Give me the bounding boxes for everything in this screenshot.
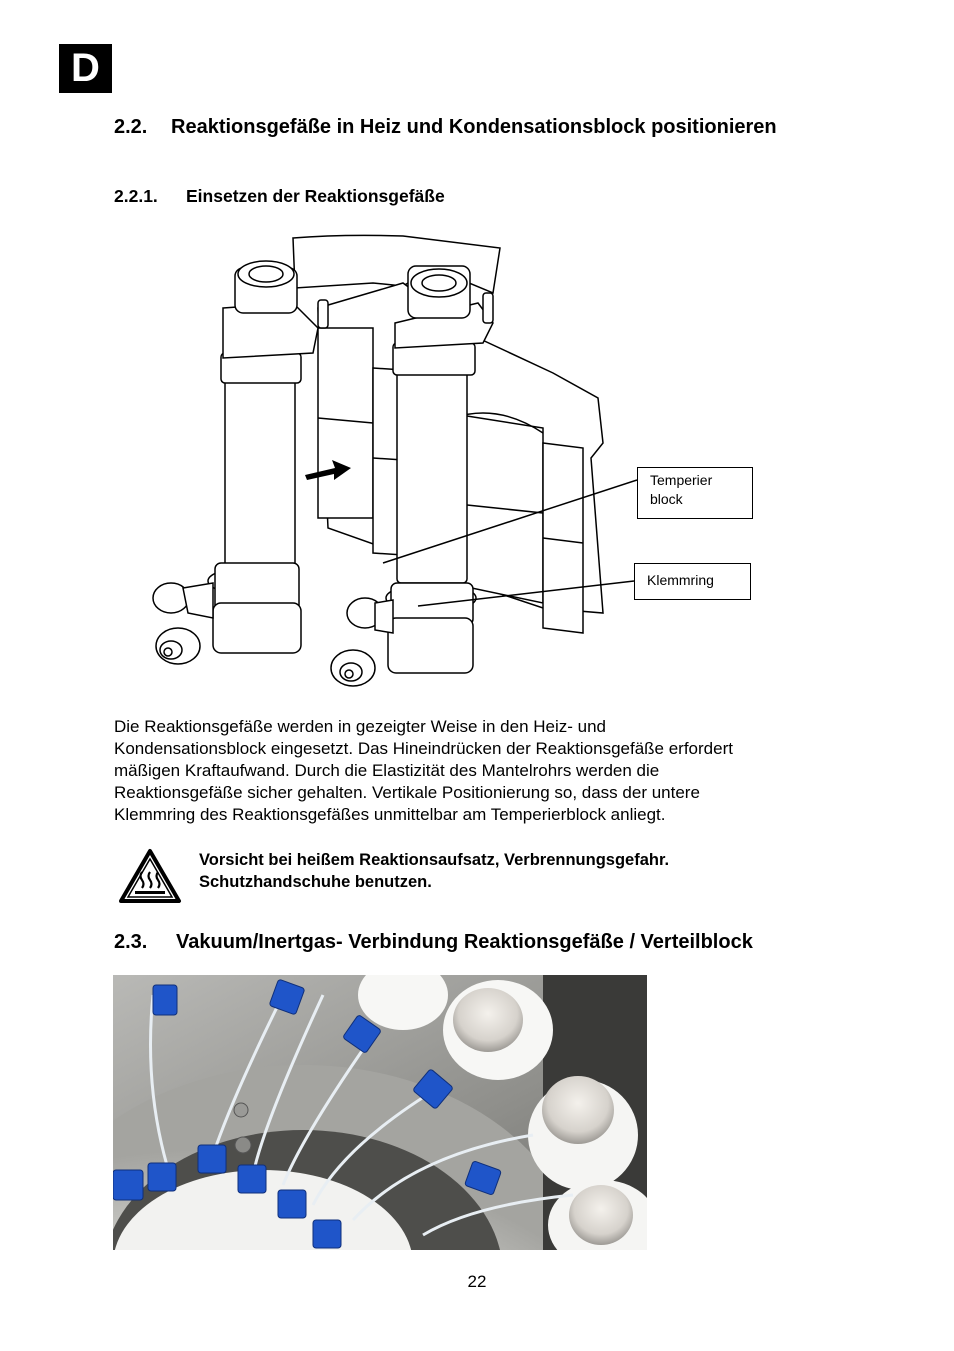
section-title: Reaktionsgefäße in Heiz und Kondensationsblock positionieren: [171, 116, 777, 138]
section-title: Vakuum/Inertgas- Verbindung Reaktionsgefäße / Verteilblock: [176, 931, 753, 953]
hot-surface-warning-icon: [118, 848, 182, 904]
language-badge: D: [59, 44, 112, 93]
warning-line: Schutzhandschuhe benutzen.: [199, 873, 432, 891]
subsection-heading-2-2-1: [114, 186, 445, 207]
body-paragraph: [114, 716, 834, 826]
distribution-block-photo: [113, 975, 647, 1250]
reaction-vessel-drawing: [113, 228, 758, 700]
paragraph-line: mäßigen Kraftaufwand. Durch die Elastizität des Mantelrohrs werden die: [114, 761, 660, 780]
subsection-title: Einsetzen der Reaktionsgefäße: [186, 186, 445, 206]
callout-klemmring: Klemmring: [634, 563, 751, 600]
callout-temperier-block: Temperier block: [637, 467, 753, 519]
section-number: 2.3.: [114, 931, 148, 953]
section-heading-2-2: [114, 114, 834, 140]
section-number: 2.2.: [114, 116, 148, 138]
subsection-number: 2.2.1.: [114, 186, 158, 206]
warning-line: Vorsicht bei heißem Reaktionsaufsatz, Verbrennungsgefahr.: [199, 851, 670, 869]
paragraph-line: Klemmring des Reaktionsgefäßes unmittelbar am Temperierblock anliegt.: [114, 805, 666, 824]
paragraph-line: Die Reaktionsgefäße werden in gezeigter Weise in den Heiz- und: [114, 717, 607, 736]
section-heading-2-3: [114, 931, 753, 954]
warning-text: [199, 849, 839, 893]
paragraph-line: Kondensationsblock eingesetzt. Das Hineindrücken der Reaktionsgefäße erfordert: [114, 739, 733, 758]
paragraph-line: Reaktionsgefäße sicher gehalten. Vertikale Positionierung so, dass der untere: [114, 783, 700, 802]
drawing-illustration: [113, 228, 758, 700]
page-number: 22: [467, 1272, 487, 1291]
